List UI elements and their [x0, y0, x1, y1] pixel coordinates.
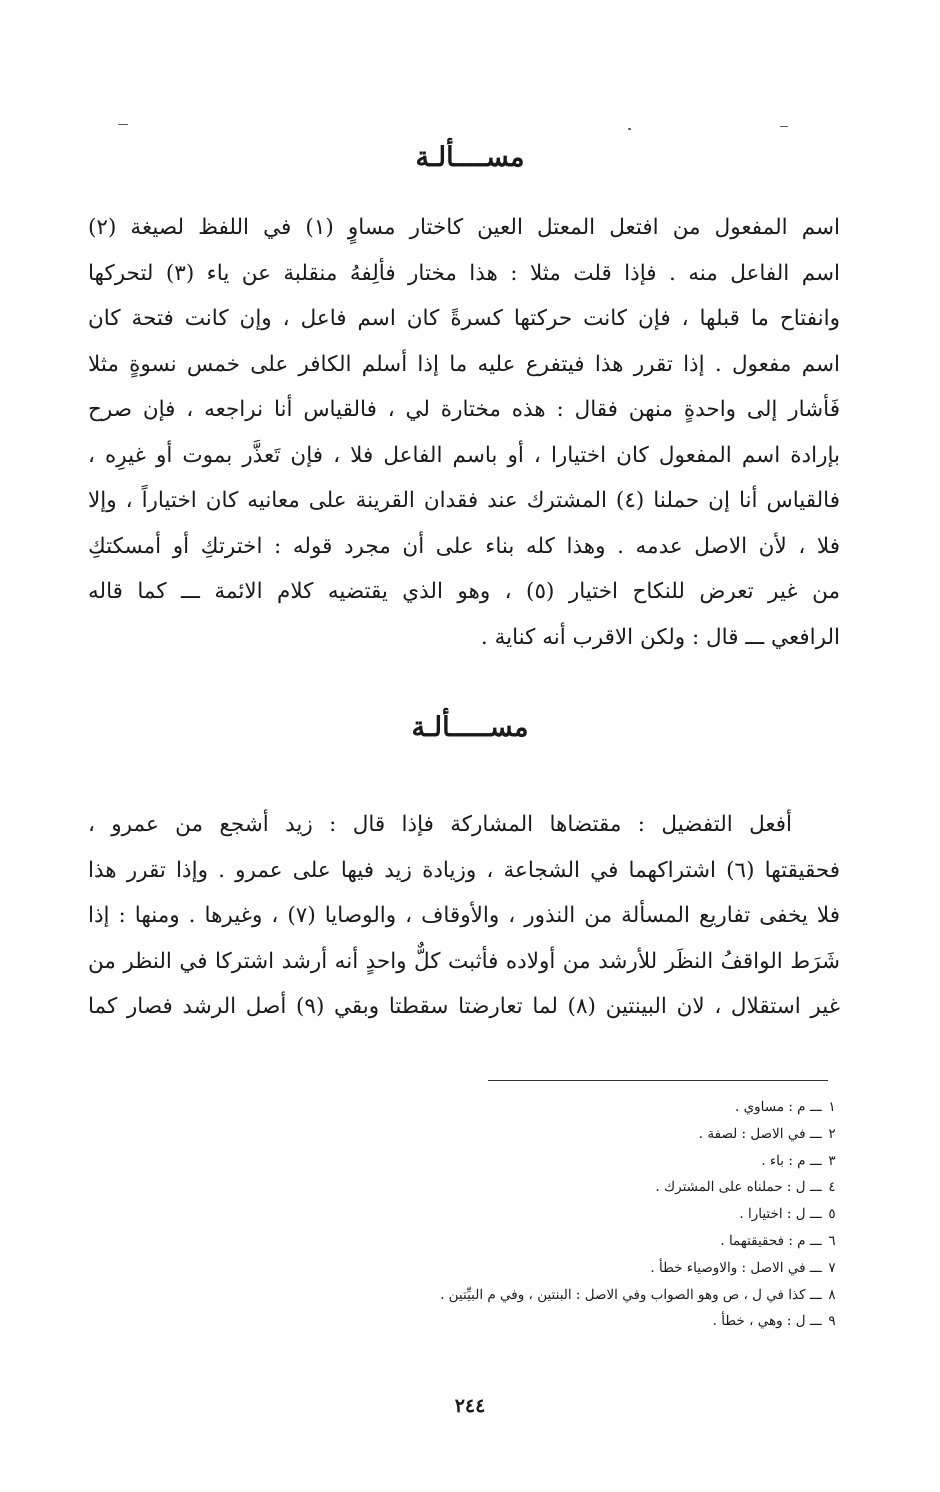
text-line: اسم المفعول من افتعل المعتل العين كاختار مساوٍ (١) في اللفظ لصيغة (٢): [88, 215, 840, 240]
text-line: غير استقلال ، لان البينتين (٨) لما تعارضتا سقطتا وبقي (٩) أصل الرشد فصار كما: [88, 994, 840, 1019]
footnotes: [200, 1094, 838, 1335]
footnote-text: ـــ م : فحقيقتهما .: [720, 1232, 822, 1249]
footnote: [200, 1148, 838, 1175]
scan-speck: [780, 126, 788, 127]
footnote: [200, 1201, 838, 1228]
footnote-text: ـــ ل : وهي ، خطأ .: [712, 1313, 822, 1330]
footnote-text: ـــ م : باء .: [761, 1152, 822, 1169]
section-paragraph: [88, 802, 840, 1030]
footnote-text: ـــ ل : اختيارا .: [739, 1206, 822, 1223]
page-number: ٢٤٤: [454, 1395, 486, 1417]
footnote: [200, 1228, 838, 1255]
text-line: فالقياس أنا إن حملنا (٤) المشترك عند فقدان القرينة على معانيه كان اختياراً ، وإلا: [88, 488, 840, 513]
footnote-divider: [488, 1080, 828, 1081]
text-line: اسم الفاعل منه . فإذا قلت مثلا : هذا مختار فألِفهُ منقلبة عن ياء (٣) لتحركها: [88, 260, 840, 286]
section-paragraph: [88, 205, 840, 660]
footnote-number: ٣: [828, 1152, 836, 1169]
footnote-number: ٧: [828, 1259, 836, 1276]
footnote-number: ٨: [828, 1286, 836, 1303]
footnote-number: ٦: [828, 1232, 836, 1249]
text-line: وانفتاح ما قبلها ، فإن كانت حركتها كسرةً كان اسم فاعل ، وإن كانت فتحة كان: [88, 306, 840, 331]
footnote: [200, 1121, 838, 1148]
text-line: من غير تعرض للنكاح اختيار (٥) ، وهو الذي يقتضيه كلام الائمة ـــ كما قاله: [88, 579, 840, 604]
text-line: فلا يخفى تفاريع المسألة من النذور ، والأوقاف ، والوصايا (٧) ، وغيرها . ومنها : إذا: [88, 903, 840, 928]
scan-speck: [118, 124, 128, 125]
footnote: [200, 1255, 838, 1282]
footnote-text: ـــ م : مساوي .: [735, 1099, 822, 1115]
footnote: [200, 1174, 838, 1201]
text-line: الرافعي ـــ قال : ولكن الاقرب أنه كناية .: [480, 624, 840, 650]
footnote-number: ٥: [828, 1206, 836, 1223]
scan-speck: [628, 128, 631, 130]
footnote-number: ١: [828, 1099, 836, 1115]
footnote: [200, 1308, 838, 1335]
footnote-text: ـــ في الاصل : والاوصياء خطأ .: [650, 1259, 822, 1276]
text-line: بإرادة اسم المفعول كان اختيارا ، أو باسم الفاعل فلا ، فإن تَعذَّر بموت أو غيرِه ،: [88, 442, 840, 468]
text-line: فَأشار إلى واحدةٍ منهن فقال : هذه مختارة لي ، فالقياس أنا نراجعه ، فإن صرح: [88, 397, 840, 422]
footnote-number: ٢: [828, 1125, 836, 1142]
section-heading: مســــألـة: [415, 142, 525, 173]
footnote-text: ـــ في الاصل : لصفة .: [698, 1125, 822, 1142]
footnote-text: ـــ كذا في ل ، ص وهو الصواب وفي الاصل : البنتين ، وفي م البيِّتين .: [440, 1286, 822, 1303]
text-line: اسم مفعول . إذا تقرر هذا فيتفرع عليه ما إذا أسلم الكافر على خمس نسوةٍ مثلا: [88, 351, 840, 377]
text-line: فحقيقتها (٦) اشتراكهما في الشجاعة ، وزيادة زيد فيها على عمرو . وإذا تقرر هذا: [88, 857, 840, 883]
text-line: فلا ، لأن الاصل عدمه . وهذا كله بناء على أن مجرد قوله : اخترتكِ أو أمسكتكِ: [88, 533, 840, 559]
footnote-number: ٩: [828, 1313, 836, 1330]
text-line: أفعل التفضيل : مقتضاها المشاركة فإذا قال : زيد أشجع من عمرو ،: [88, 812, 792, 837]
footnote: [200, 1094, 838, 1121]
section-heading: مســـــألـة: [411, 712, 529, 743]
footnote-text: ـــ ل : حملناه على المشترك .: [655, 1179, 822, 1196]
footnote-number: ٤: [828, 1179, 836, 1196]
footnote: [200, 1282, 838, 1309]
text-line: شَرَط الواقفُ النظَر للأرشد من أولاده فأثبت كلٌّ واحدٍ أنه أرشد اشتركا في النظر من: [88, 948, 840, 974]
